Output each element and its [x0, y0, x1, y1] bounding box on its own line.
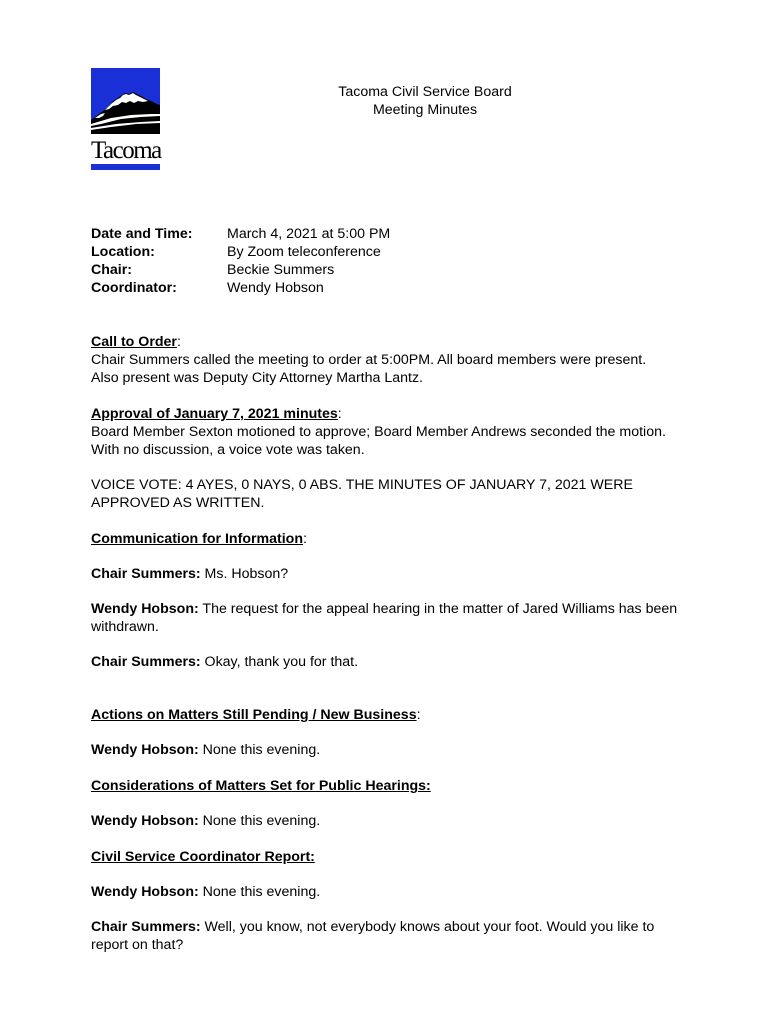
- speaker-name: Chair Summers:: [91, 654, 201, 670]
- transcript-entry: [91, 600, 686, 636]
- transcript-entry: [91, 741, 691, 759]
- meta-value: By Zoom teleconference: [227, 244, 381, 260]
- speaker-text: The request for the appeal hearing in the matter of Jared Williams has been withdrawn.: [91, 601, 678, 635]
- section-heading-communication: Communication for Information:: [91, 531, 307, 547]
- speaker-text: None this evening.: [198, 742, 321, 758]
- meta-value: March 4, 2021 at 5:00 PM: [227, 226, 391, 242]
- meta-label: Date and Time:: [91, 226, 193, 242]
- transcript-entry: [91, 565, 691, 583]
- speaker-name: Wendy Hobson:: [91, 742, 199, 758]
- section-heading-considerations: Considerations of Matters Set for Public Hearings:: [91, 778, 431, 794]
- transcript-entry: [91, 883, 691, 901]
- transcript-entry: [91, 812, 691, 830]
- meta-value: Wendy Hobson: [227, 280, 324, 296]
- speaker-text: None this evening.: [198, 813, 321, 829]
- section-heading-coordinator-report: Civil Service Coordinator Report:: [91, 849, 315, 865]
- speaker-name: Wendy Hobson:: [91, 884, 199, 900]
- logo-underline-bar: [91, 164, 160, 170]
- meta-label: Chair:: [91, 262, 132, 278]
- meta-row-coordinator: [91, 279, 390, 297]
- speaker-name: Wendy Hobson:: [91, 601, 199, 617]
- meeting-details: [91, 225, 390, 297]
- transcript-entry: [91, 918, 686, 954]
- meta-value: Beckie Summers: [227, 262, 335, 278]
- speaker-name: Wendy Hobson:: [91, 813, 199, 829]
- document-header: [240, 83, 610, 119]
- speaker-text: None this evening.: [198, 884, 321, 900]
- meta-row-date: [91, 225, 390, 243]
- call-to-order-text: Chair Summers called the meeting to order at 5:00PM. All board members were present. Also present was Deputy City Attorney Martha Lantz.: [91, 352, 647, 386]
- section-heading-call-to-order: Call to Order:: [91, 334, 181, 350]
- meta-label: Coordinator:: [91, 280, 177, 296]
- speaker-text: Okay, thank you for that.: [200, 654, 359, 670]
- section-heading-actions: Actions on Matters Still Pending / New Business:: [91, 707, 421, 723]
- speaker-text: Ms. Hobson?: [200, 566, 289, 582]
- meta-label: Location:: [91, 244, 155, 260]
- transcript-entry: [91, 653, 691, 671]
- meta-row-chair: [91, 261, 390, 279]
- meta-row-location: [91, 243, 390, 261]
- section-heading-approval: Approval of January 7, 2021 minutes:: [91, 406, 342, 422]
- logo-wordmark: Tacoma: [91, 137, 161, 164]
- mountain-icon: [91, 68, 160, 134]
- mountain-emblem: [91, 68, 160, 134]
- speaker-name: Chair Summers:: [91, 566, 201, 582]
- voice-vote-text: VOICE VOTE: 4 AYES, 0 NAYS, 0 ABS. THE MINUTES OF JANUARY 7, 2021 WERE APPROVED AS WRITTEN.: [91, 477, 633, 511]
- speaker-text: Well, you know, not everybody knows about your foot. Would you like to report on that?: [91, 919, 655, 953]
- approval-text: Board Member Sexton motioned to approve; Board Member Andrews seconded the motion. With no discussion, a voice vote was taken.: [91, 424, 666, 458]
- speaker-name: Chair Summers:: [91, 919, 201, 935]
- minutes-body: [91, 333, 691, 954]
- tacoma-logo: [91, 68, 160, 171]
- board-name: Tacoma Civil Service Board: [338, 84, 512, 100]
- document-title: Meeting Minutes: [372, 102, 478, 118]
